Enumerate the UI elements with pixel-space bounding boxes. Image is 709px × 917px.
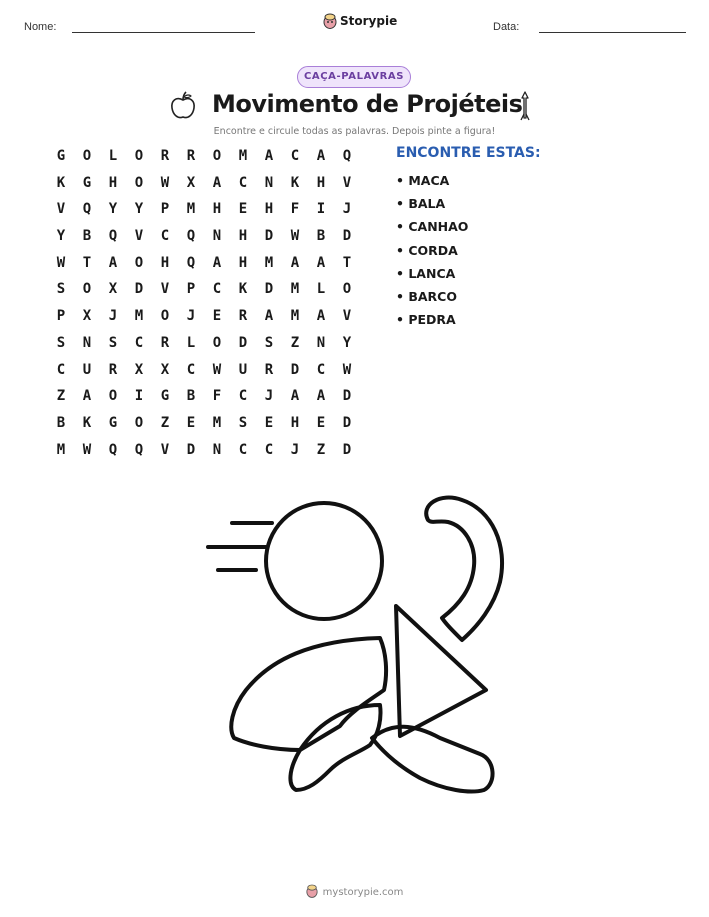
grid-letter[interactable]: K: [82, 414, 92, 431]
grid-letter[interactable]: E: [238, 201, 248, 218]
grid-row: [48, 173, 368, 200]
grid-letter[interactable]: C: [238, 174, 248, 191]
grid-letter[interactable]: G: [56, 148, 66, 164]
grid-letter[interactable]: D: [342, 414, 352, 431]
grid-letter[interactable]: U: [238, 361, 248, 378]
grid-letter[interactable]: O: [212, 148, 222, 164]
grid-letter[interactable]: C: [316, 361, 326, 378]
grid-row: [48, 386, 368, 413]
grid-letter[interactable]: A: [82, 388, 92, 405]
grid-letter[interactable]: A: [212, 254, 222, 271]
arm-shape-icon: [426, 498, 502, 640]
grid-letter[interactable]: Y: [342, 334, 352, 351]
grid-letter[interactable]: J: [108, 308, 118, 325]
grid-letter[interactable]: Q: [108, 441, 118, 458]
arrow-icon: [517, 90, 533, 122]
grid-letter[interactable]: R: [186, 148, 196, 164]
grid-letter[interactable]: V: [160, 441, 170, 458]
grid-letter[interactable]: D: [290, 361, 300, 378]
grid-letter[interactable]: A: [212, 174, 222, 191]
grid-row: [48, 413, 368, 440]
grid-row: [48, 279, 368, 306]
category-badge: CAÇA-PALAVRAS: [297, 66, 411, 88]
grid-letter[interactable]: H: [264, 201, 274, 218]
word-list-item: • CORDA: [396, 242, 458, 258]
grid-letter[interactable]: N: [316, 334, 326, 351]
grid-letter[interactable]: A: [264, 308, 274, 325]
grid-letter[interactable]: Z: [290, 334, 300, 351]
word-search-grid: [48, 146, 368, 466]
grid-letter[interactable]: Q: [134, 441, 144, 458]
grid-letter[interactable]: A: [290, 388, 300, 405]
grid-row: [48, 226, 368, 253]
date-line: [539, 32, 686, 33]
grid-letter[interactable]: R: [264, 361, 274, 378]
grid-letter[interactable]: I: [316, 201, 326, 218]
grid-letter[interactable]: D: [186, 441, 196, 458]
grid-letter[interactable]: W: [212, 361, 222, 378]
grid-letter[interactable]: O: [134, 174, 144, 191]
storypie-mascot-icon: [306, 884, 318, 898]
grid-letter[interactable]: D: [342, 388, 352, 405]
grid-letter[interactable]: J: [342, 201, 352, 218]
grid-letter[interactable]: E: [264, 414, 274, 431]
grid-letter[interactable]: H: [316, 174, 326, 191]
grid-row: [48, 440, 368, 467]
grid-letter[interactable]: D: [342, 441, 352, 458]
instructions: Encontre e circule todas as palavras. Depois pinte a figura!: [213, 126, 496, 137]
grid-letter[interactable]: E: [186, 414, 196, 431]
grid-letter[interactable]: X: [108, 281, 118, 298]
grid-letter[interactable]: H: [108, 174, 118, 191]
grid-letter[interactable]: H: [160, 254, 170, 271]
storypie-mascot-icon: [323, 13, 337, 29]
grid-row: [48, 253, 368, 280]
word-list-item: • PEDRA: [396, 312, 456, 328]
grid-letter[interactable]: D: [238, 334, 248, 351]
footer: [0, 880, 709, 899]
word-list-item: • BALA: [396, 196, 446, 212]
grid-letter[interactable]: L: [108, 148, 118, 164]
grid-letter[interactable]: W: [82, 441, 92, 458]
grid-letter[interactable]: H: [290, 414, 300, 431]
word-list: [396, 172, 468, 334]
grid-letter[interactable]: O: [82, 148, 92, 164]
grid-letter[interactable]: N: [212, 441, 222, 458]
grid-letter[interactable]: N: [264, 174, 274, 191]
grid-letter[interactable]: O: [342, 281, 352, 298]
grid-letter[interactable]: A: [290, 254, 300, 271]
grid-letter[interactable]: E: [212, 308, 222, 325]
grid-letter[interactable]: O: [134, 254, 144, 271]
grid-letter[interactable]: M: [186, 201, 196, 218]
grid-letter[interactable]: X: [82, 308, 92, 325]
brand-logo: [323, 13, 397, 29]
grid-letter[interactable]: S: [56, 334, 66, 351]
grid-letter[interactable]: R: [160, 334, 170, 351]
grid-row: [48, 333, 368, 360]
grid-letter[interactable]: T: [342, 254, 352, 271]
grid-letter[interactable]: N: [82, 334, 92, 351]
grid-letter[interactable]: C: [238, 388, 248, 405]
grid-letter[interactable]: Q: [186, 254, 196, 271]
grid-letter[interactable]: R: [108, 361, 118, 378]
grid-letter[interactable]: K: [290, 174, 300, 191]
grid-letter[interactable]: G: [108, 414, 118, 431]
grid-letter[interactable]: M: [212, 414, 222, 431]
grid-letter[interactable]: A: [316, 308, 326, 325]
grid-letter[interactable]: A: [264, 148, 274, 164]
grid-letter[interactable]: H: [238, 254, 248, 271]
running-figure-coloring-icon: [200, 490, 510, 800]
grid-letter[interactable]: F: [212, 388, 222, 405]
grid-letter[interactable]: O: [160, 308, 170, 325]
grid-letter[interactable]: A: [108, 254, 118, 271]
grid-letter[interactable]: G: [82, 174, 92, 191]
grid-letter[interactable]: J: [186, 308, 196, 325]
grid-letter[interactable]: Z: [56, 388, 66, 405]
grid-letter[interactable]: C: [212, 281, 222, 298]
grid-letter[interactable]: V: [342, 308, 352, 325]
grid-letter[interactable]: S: [56, 281, 66, 298]
grid-letter[interactable]: M: [264, 254, 274, 271]
grid-letter[interactable]: V: [160, 281, 170, 298]
grid-letter[interactable]: W: [56, 254, 66, 271]
grid-letter[interactable]: C: [186, 361, 196, 378]
grid-letter[interactable]: K: [238, 281, 248, 298]
grid-letter[interactable]: C: [264, 441, 274, 458]
grid-letter[interactable]: A: [316, 388, 326, 405]
name-line: [72, 32, 255, 33]
grid-letter[interactable]: I: [134, 388, 144, 405]
grid-letter[interactable]: E: [316, 414, 326, 431]
grid-letter[interactable]: O: [82, 281, 92, 298]
leg-shape-icon: [290, 705, 380, 790]
date-label: Data:: [493, 21, 520, 33]
word-list-item: • MACA: [396, 173, 450, 188]
grid-letter[interactable]: L: [186, 334, 196, 351]
grid-letter[interactable]: C: [160, 228, 170, 245]
head-shape-icon: [266, 503, 382, 619]
grid-letter[interactable]: Y: [56, 228, 66, 245]
grid-letter[interactable]: C: [290, 148, 300, 164]
grid-letter[interactable]: P: [186, 281, 196, 298]
grid-letter[interactable]: B: [82, 228, 92, 245]
grid-letter[interactable]: S: [108, 334, 118, 351]
grid-letter[interactable]: J: [264, 388, 274, 405]
grid-letter[interactable]: J: [290, 441, 300, 458]
grid-letter[interactable]: O: [108, 388, 118, 405]
grid-letter[interactable]: G: [160, 388, 170, 405]
grid-letter[interactable]: X: [186, 174, 196, 191]
triangle-shape-icon: [396, 606, 486, 736]
grid-letter[interactable]: U: [82, 361, 92, 378]
grid-letter[interactable]: R: [238, 308, 248, 325]
word-list-item: • LANCA: [396, 265, 456, 281]
grid-letter[interactable]: A: [316, 254, 326, 271]
grid-letter[interactable]: B: [316, 228, 326, 245]
grid-letter[interactable]: Y: [134, 201, 144, 218]
grid-letter[interactable]: V: [134, 228, 144, 245]
grid-letter[interactable]: C: [238, 441, 248, 458]
grid-letter[interactable]: R: [160, 148, 170, 164]
grid-letter[interactable]: Z: [160, 414, 170, 431]
grid-letter[interactable]: F: [290, 201, 300, 218]
grid-letter[interactable]: V: [56, 201, 66, 218]
name-label: Nome:: [24, 21, 57, 33]
grid-letter[interactable]: D: [264, 281, 274, 298]
grid-letter[interactable]: N: [212, 228, 222, 245]
grid-letter[interactable]: O: [134, 148, 144, 164]
grid-row: [48, 306, 368, 333]
grid-letter[interactable]: P: [160, 201, 170, 218]
grid-letter[interactable]: D: [134, 281, 144, 298]
grid-letter[interactable]: V: [342, 174, 352, 191]
find-title: ENCONTRE ESTAS:: [396, 145, 541, 161]
grid-letter[interactable]: Y: [108, 201, 118, 218]
grid-letter[interactable]: M: [56, 441, 66, 458]
grid-letter[interactable]: S: [264, 334, 274, 351]
grid-letter[interactable]: Z: [316, 441, 326, 458]
grid-letter[interactable]: K: [56, 174, 66, 191]
brand-name: Storypie: [340, 14, 398, 28]
grid-letter[interactable]: Q: [342, 148, 352, 164]
grid-letter[interactable]: L: [316, 281, 326, 298]
grid-letter[interactable]: X: [160, 361, 170, 378]
grid-letter[interactable]: S: [238, 414, 248, 431]
grid-letter[interactable]: M: [290, 281, 300, 298]
grid-letter[interactable]: P: [56, 308, 66, 325]
grid-letter[interactable]: B: [186, 388, 196, 405]
body-shape-icon: [231, 638, 386, 750]
grid-letter[interactable]: M: [134, 308, 144, 325]
grid-letter[interactable]: M: [238, 148, 248, 164]
grid-letter[interactable]: Q: [186, 228, 196, 245]
page-title: Movimento de Projéteis: [212, 90, 523, 118]
grid-row: [48, 360, 368, 387]
grid-letter[interactable]: C: [56, 361, 66, 378]
grid-letter[interactable]: O: [212, 334, 222, 351]
grid-letter[interactable]: M: [290, 308, 300, 325]
word-list-item: • CANHAO: [396, 219, 469, 235]
footer-url: mystorypie.com: [322, 887, 404, 898]
grid-letter[interactable]: Q: [82, 201, 92, 218]
grid-letter[interactable]: D: [342, 228, 352, 245]
grid-letter[interactable]: O: [134, 414, 144, 431]
grid-letter[interactable]: D: [264, 228, 274, 245]
grid-letter[interactable]: X: [134, 361, 144, 378]
grid-letter[interactable]: H: [238, 228, 248, 245]
grid-letter[interactable]: T: [82, 254, 92, 271]
grid-letter[interactable]: W: [160, 174, 170, 191]
grid-letter[interactable]: W: [290, 228, 300, 245]
apple-icon: [170, 91, 196, 121]
boot-shape-icon: [372, 727, 493, 792]
grid-letter[interactable]: B: [56, 414, 66, 431]
grid-letter[interactable]: C: [134, 334, 144, 351]
word-list-item: • BARCO: [396, 288, 457, 304]
grid-letter[interactable]: A: [316, 148, 326, 164]
grid-letter[interactable]: Q: [108, 228, 118, 245]
grid-letter[interactable]: W: [342, 361, 352, 378]
grid-row: [48, 199, 368, 226]
grid-row: [48, 146, 368, 173]
grid-letter[interactable]: H: [212, 201, 222, 218]
